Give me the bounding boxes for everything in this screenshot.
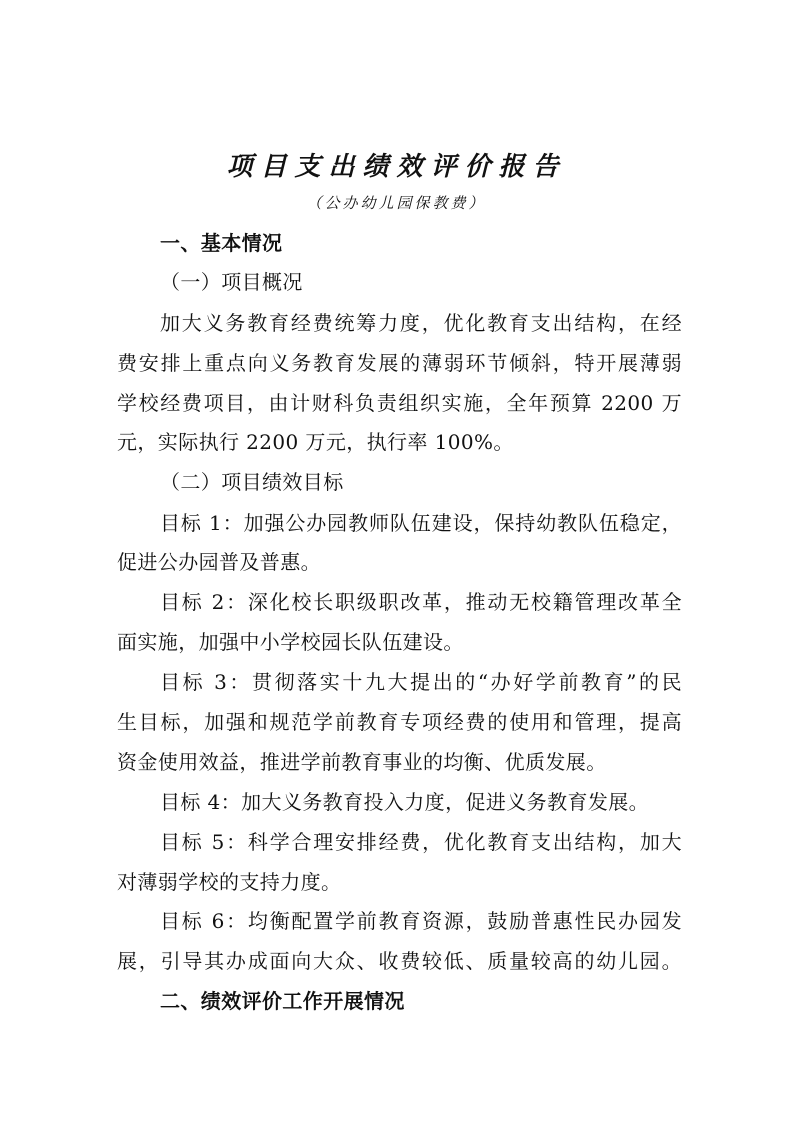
overview-line: 学校经费项目，由计财科负责组织实施，全年预算 2200 万 xyxy=(117,391,682,415)
goal-5-line: 对薄弱学校的支持力度。 xyxy=(117,870,342,894)
section-heading-evaluation-work: 二、绩效评价工作开展情况 xyxy=(160,989,405,1013)
overview-line: 费安排上重点向义务教育发展的薄弱环节倾斜，特开展薄弱 xyxy=(117,351,682,375)
overview-line: 元，实际执行 2200 万元，执行率 100%。 xyxy=(117,430,514,454)
goal-2-line: 面实施，加强中小学校园长队伍建设。 xyxy=(117,630,464,654)
overview-line: 加大义务教育经费统筹力度，优化教育支出结构，在经 xyxy=(160,311,682,335)
goal-2-line: 目标 2：深化校长职级职改革，推动无校籍管理改革全 xyxy=(160,590,682,614)
goal-3-line: 资金使用效益，推进学前教育事业的均衡、优质发展。 xyxy=(117,750,607,774)
goal-1-line: 目标 1：加强公办园教师队伍建设，保持幼教队伍稳定， xyxy=(160,511,682,535)
section-heading-basic-info: 一、基本情况 xyxy=(160,231,283,255)
subheading-performance-goals: （二）项目绩效目标 xyxy=(160,470,344,494)
document-subtitle: （公办幼儿园保教费） xyxy=(306,194,487,212)
goal-5-line: 目标 5：科学合理安排经费，优化教育支出结构，加大 xyxy=(160,830,682,854)
goal-3-line: 目标 3：贯彻落实十九大提出的“办好学前教育”的民 xyxy=(160,670,682,694)
goal-1-line: 促进公办园普及普惠。 xyxy=(117,550,321,574)
goal-6-line: 展，引导其办成面向大众、收费较低、质量较高的幼儿园。 xyxy=(117,949,682,973)
subheading-project-overview: （一）项目概况 xyxy=(160,270,303,294)
goal-4-line: 目标 4：加大义务教育投入力度，促进义务教育发展。 xyxy=(160,790,650,814)
goal-3-line: 生目标，加强和规范学前教育专项经费的使用和管理，提高 xyxy=(117,710,682,734)
goal-6-line: 目标 6：均衡配置学前教育资源，鼓励普惠性民办园发 xyxy=(160,909,682,933)
document-title: 项目支出绩效评价报告 xyxy=(226,152,567,182)
